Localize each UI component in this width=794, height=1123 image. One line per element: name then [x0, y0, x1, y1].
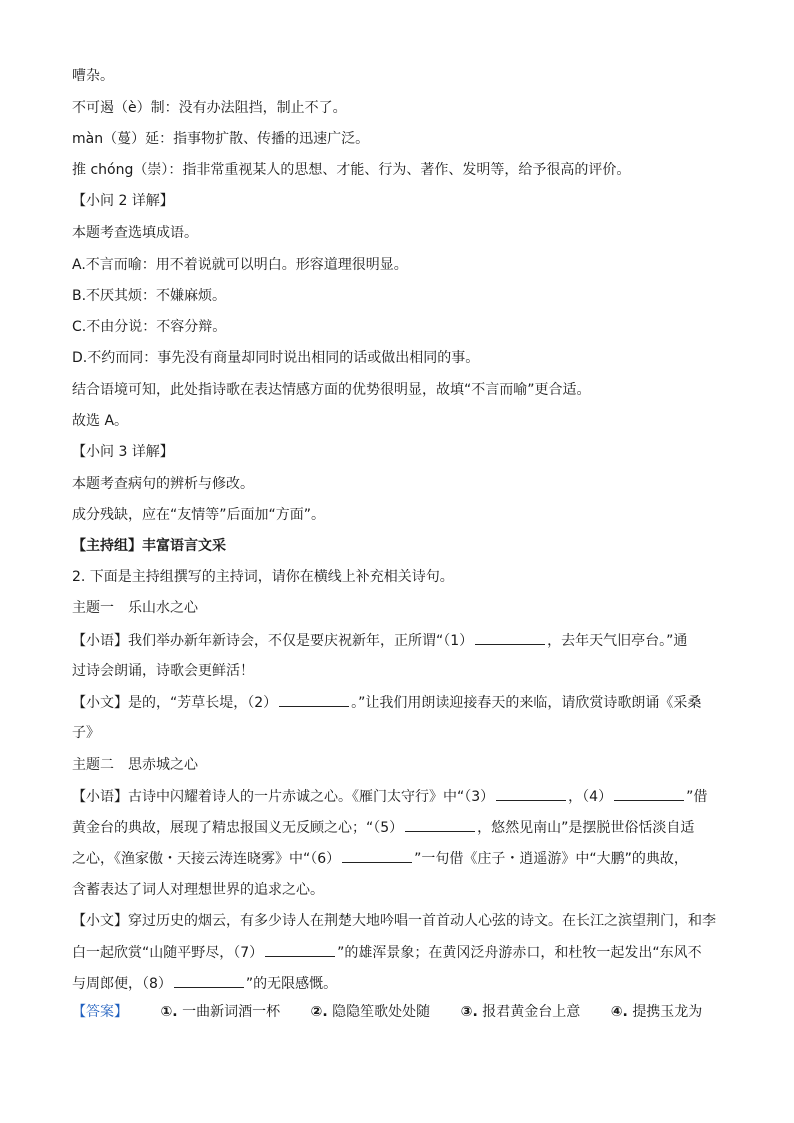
text-line: 【小语】古诗中闪耀着诗人的一片赤诚之心。《雁门太守行》中“（3） ，（4） ”借 — [72, 786, 707, 807]
text-line: 本题考查选填成语。 — [72, 225, 198, 241]
text-line: 【小语】我们举办新年新诗会，不仅是要庆祝新年，正所谓“（1） ，去年天气旧亭台。”通 — [72, 630, 687, 651]
theme-heading: 主题一 乐山水之心 — [72, 600, 198, 616]
text-line: 过诗会朗诵，诗歌会更鲜活！ — [72, 663, 254, 679]
text-line: 本题考查病句的辨析与修改。 — [72, 476, 254, 492]
fill-blank-2[interactable] — [279, 692, 349, 707]
text-line: màn（蔓）延：指事物扩散、传播的迅速广泛。 — [72, 131, 370, 147]
subsection-heading: 【小问 2 详解】 — [72, 193, 174, 209]
answer-item: ④. 提携玉龙为 — [610, 1004, 703, 1020]
text-line: 子》 — [72, 725, 100, 741]
text-line: 黄金台的典故，展现了精忠报国义无反顾之心；“（5） ，悠然见南山”是摆脱世俗恬淡自适 — [72, 817, 694, 838]
answer-item: ③. 报君黄金台上意 — [460, 1004, 581, 1020]
text-line: D.不约而同：事先没有商量却同时说出相同的话或做出相同的事。 — [72, 350, 480, 366]
fill-blank-5[interactable] — [405, 817, 475, 832]
fill-blank-4[interactable] — [614, 786, 684, 801]
text-line: 故选 A。 — [72, 413, 129, 429]
fill-blank-8[interactable] — [174, 973, 244, 988]
subsection-heading: 【小问 3 详解】 — [72, 444, 174, 460]
answer-tag: 【答案】 — [72, 1004, 128, 1020]
answer-item: ①. 一曲新词酒一杯 — [160, 1004, 281, 1020]
text-line: 不可遏（è）制：没有办法阻挡，制止不了。 — [72, 100, 347, 116]
text-line: 推 chóng（崇）：指非常重视某人的思想、才能、行为、著作、发明等，给予很高的评价。 — [72, 162, 631, 178]
text-line: 含蓄表达了词人对理想世界的追求之心。 — [72, 882, 324, 898]
fill-blank-7[interactable] — [265, 942, 335, 957]
text-line: C.不由分说：不容分辩。 — [72, 319, 227, 335]
fill-blank-6[interactable] — [342, 848, 412, 863]
text-line: B.不厌其烦：不嫌麻烦。 — [72, 288, 227, 304]
text-line: 之心，《渔家傲・天接云涛连晓雾》中“（6） ”一句借《庄子・逍遥游》中“大鹏”的典故， — [72, 848, 688, 869]
text-line: 【小文】是的，“芳草长堤，（2） 。”让我们用朗读迎接春天的来临，请欣赏诗歌朗诵《采桑 — [72, 692, 701, 713]
text-line: 结合语境可知，此处指诗歌在表达情感方面的优势很明显，故填“不言而喻”更合适。 — [72, 382, 591, 398]
text-line: 成分残缺，应在“友情等”后面加“方面”。 — [72, 507, 326, 523]
text-line: 【小文】穿过历史的烟云，有多少诗人在荆楚大地吟唱一首首动人心弦的诗文。在长江之滨望荆门，和李 — [72, 913, 716, 929]
theme-heading: 主题二 思赤城之心 — [72, 757, 198, 773]
question-text: 2. 下面是主持组撰写的主持词，请你在横线上补充相关诗句。 — [72, 569, 454, 585]
fill-blank-1[interactable] — [475, 630, 545, 645]
text-line: 与周郎便，（8） ”的无限感慨。 — [72, 973, 337, 994]
text-line: 嘈杂。 — [72, 68, 114, 84]
text-line: A.不言而喻：用不着说就可以明白。形容道理很明显。 — [72, 257, 408, 273]
answer-row — [72, 1002, 728, 1022]
section-title: 【主持组】丰富语言文采 — [72, 538, 226, 554]
text-line: 白一起欣赏“山随平野尽，（7） ”的雄浑景象；在黄冈泛舟游赤口，和杜牧一起发出“东风不 — [72, 942, 702, 963]
answer-item: ②. 隐隐笙歌处处随 — [310, 1004, 431, 1020]
fill-blank-3[interactable] — [496, 786, 566, 801]
